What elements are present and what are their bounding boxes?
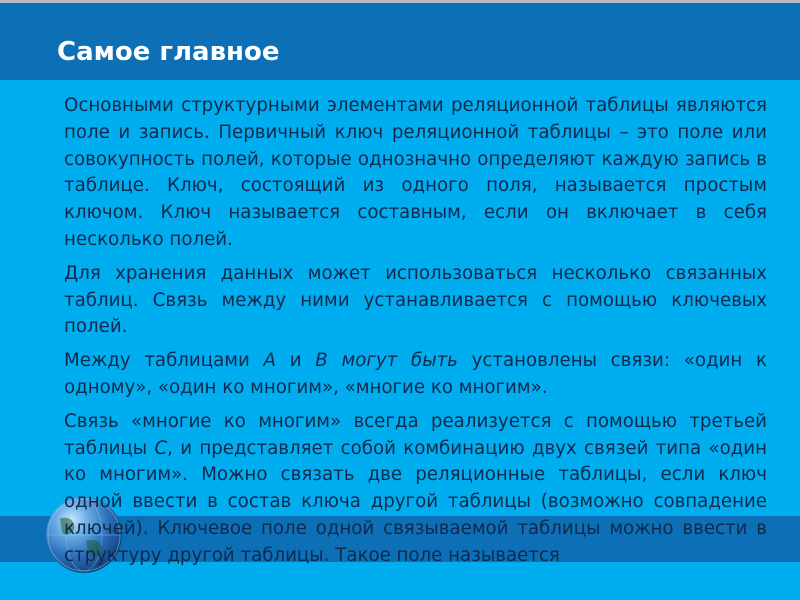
slide-title: Самое главное: [57, 37, 280, 67]
header-top-strip: [0, 0, 800, 3]
text-run: Для хранения данных может использоваться несколько связанных таблиц. Связь между ними устанавливается с помощью ключевых полей.: [64, 262, 767, 338]
body-paragraph: [64, 261, 767, 341]
italic-text: С: [154, 437, 168, 459]
body-paragraph: [64, 93, 767, 254]
text-run: установлены связи: «один к одному», «один ко многим», «многие ко многим».: [64, 350, 767, 398]
body-paragraph: [64, 348, 767, 402]
text-run: Основными структурными элементами реляционной таблицы являются поле и запись. Первичный ключ реляционной таблицы – это поле или совокупность полей, которые однозначно определяют каждую запись в таблице. Ключ, состоящий из одного поля, называется простым ключом. Ключ называется составным, если он включает в себя несколько полей.: [64, 95, 767, 250]
italic-text: А: [263, 350, 276, 372]
italic-text: В могут быть: [315, 350, 458, 372]
text-run: и: [276, 350, 316, 372]
slide-body: [64, 93, 767, 577]
text-run: , и представляет собой комбинацию двух связей типа «один ко многим». Можно связать две реляционные таблицы, если ключ одной ввести в состав ключа другой таблицы (возможно совпадение ключей). Ключевое поле одной связываемой таблицы можно ввести в структуру другой таблицы. Такое поле называется: [64, 437, 767, 566]
body-paragraph: [64, 409, 767, 570]
text-run: Связь «многие ко многим» всегда реализуется с помощью третьей таблицы: [64, 410, 767, 459]
text-run: Между таблицами: [64, 350, 264, 372]
